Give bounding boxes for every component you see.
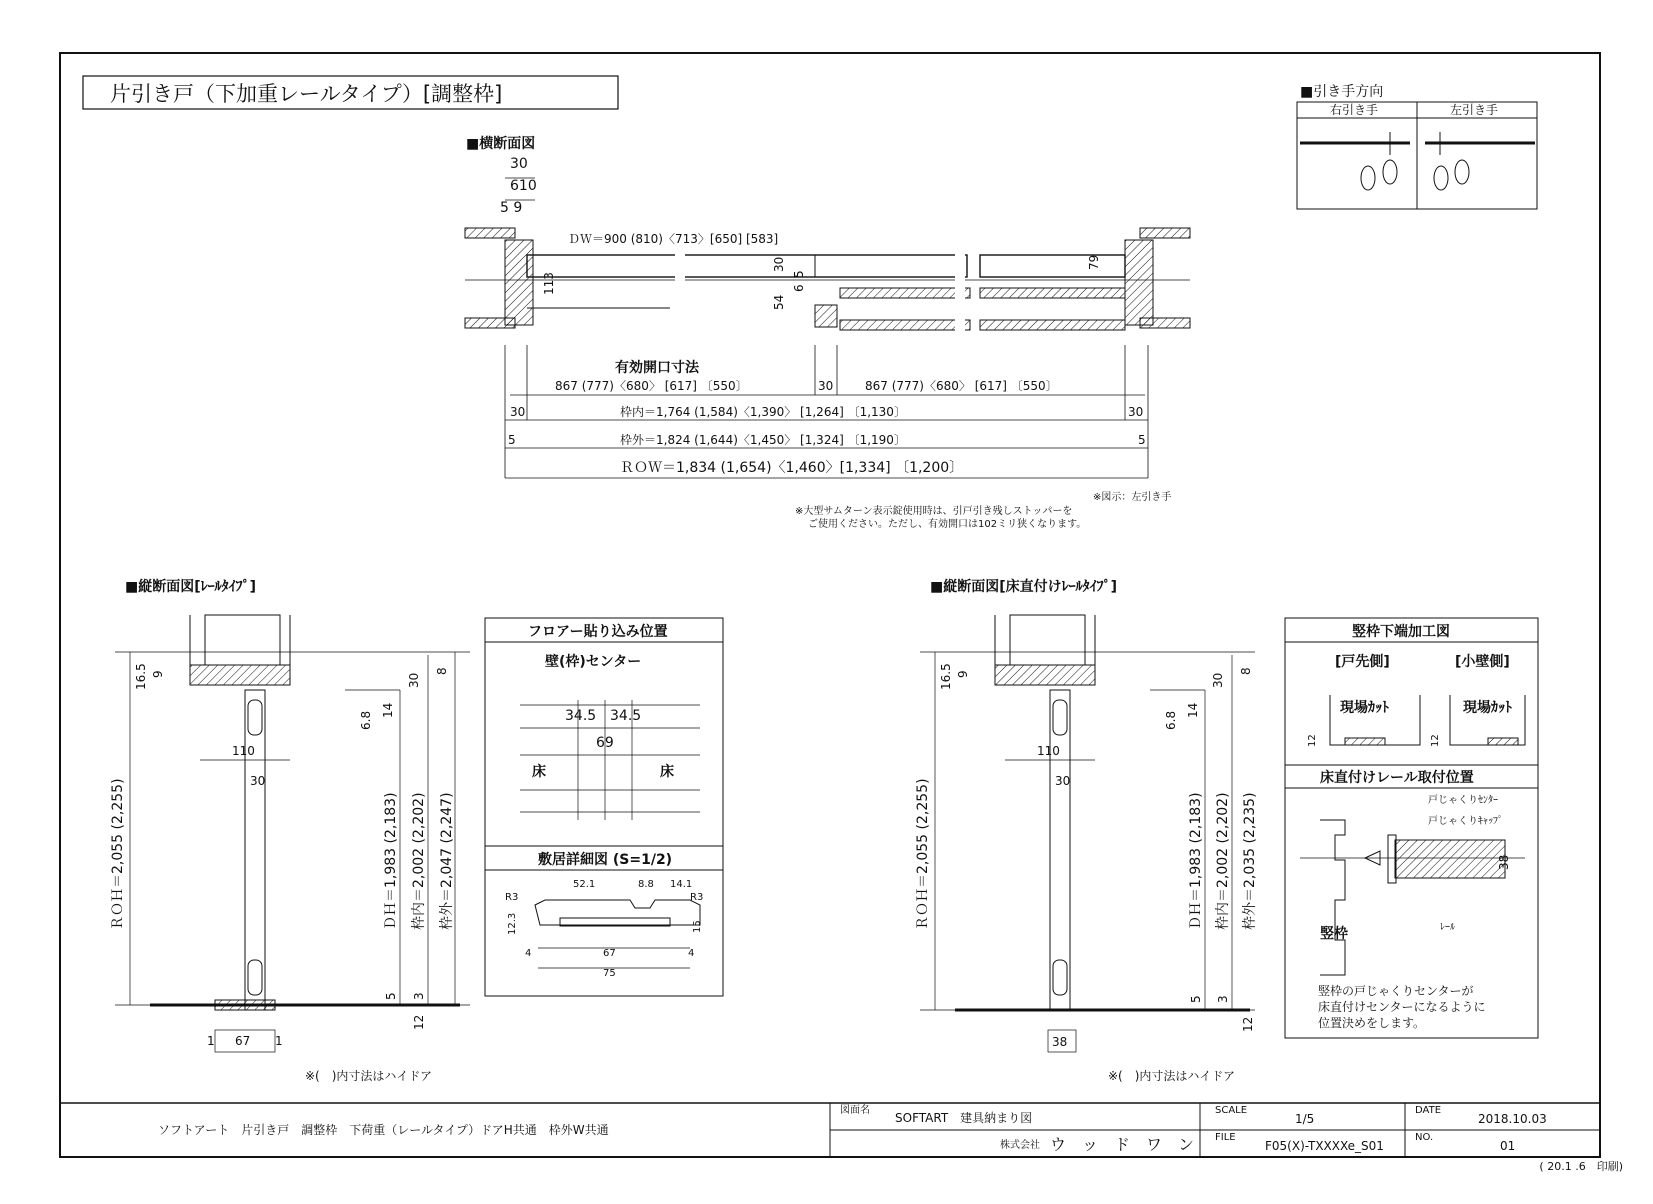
pull-direction-heading: ■引き手方向 xyxy=(1300,84,1384,100)
vr-dim-5: 5 xyxy=(1189,995,1203,1003)
outer-left: 5 xyxy=(508,433,516,447)
vl-b1: 1 xyxy=(207,1034,215,1048)
jamb-cut-right: 現場ｶｯﾄ xyxy=(1463,700,1512,716)
sill-12-3: 12.3 xyxy=(507,912,518,935)
vertical-left-heading: ■縦断面図[ﾚｰﾙﾀｲﾌﾟ] xyxy=(125,579,257,595)
dim-5-9: 5 9 xyxy=(500,200,523,216)
vr-dim-38: 38 xyxy=(1052,1035,1068,1049)
vl-dim-30: 30 xyxy=(407,672,421,688)
vertical-right-heading: ■縦断面図[床直付けﾚｰﾙﾀｲﾌﾟ] xyxy=(930,579,1118,595)
dim-30-door: 30 xyxy=(772,256,786,272)
jamb-desc-2: 床直付けセンターになるように xyxy=(1318,1000,1486,1014)
vl-dim-3: 3 xyxy=(412,992,426,1000)
sill-8-8: 8.8 xyxy=(638,879,654,890)
vl-dim-6-8: 6.8 xyxy=(359,710,373,730)
dim-30-top: 30 xyxy=(510,156,528,172)
left-pull-label: 左引き手 xyxy=(1450,103,1499,117)
dim-6-10: 610 xyxy=(510,178,537,194)
vl-dim-110: 110 xyxy=(232,744,255,758)
print-note: ( 20.1 .6 印刷) xyxy=(1539,1160,1623,1173)
sill-r3-left: R3 xyxy=(505,892,519,903)
sill-14-1: 14.1 xyxy=(670,879,693,890)
right-pull-label: 右引き手 xyxy=(1330,103,1379,117)
drawing-name-label: 図面名 xyxy=(840,1105,870,1116)
jamb-12-right: 12 xyxy=(1430,734,1441,747)
vr-dim-12: 12 xyxy=(1241,1016,1255,1032)
floor-d69: 69 xyxy=(596,735,614,751)
vl-b67: 67 xyxy=(235,1034,251,1048)
company-name: ウ ッ ド ワ ン xyxy=(1050,1135,1195,1154)
outer-width: 枠外＝1,824 (1,644)〈1,450〉 [1,324] 〔1,190〕 xyxy=(620,433,906,447)
vr-dim-30: 30 xyxy=(1211,672,1225,688)
vr-roh: ＲＯＨ＝2,055 (2,255) xyxy=(915,778,931,930)
rail-center-label: 戸じゃくりｾﾝﾀｰ xyxy=(1428,795,1498,806)
effective-right: 867 (777)〈680〉 [617] 〔550〕 xyxy=(865,379,1058,393)
drawing-name: SOFTART 建具納まり図 xyxy=(895,1111,1033,1125)
jamb-12-left: 12 xyxy=(1307,734,1318,747)
jamb-box xyxy=(1285,618,1538,1038)
dim-6-door: 6 xyxy=(792,284,806,292)
floor-d34-5-left: 34.5 xyxy=(565,708,597,724)
cross-section-heading: ■横断面図 xyxy=(466,136,536,152)
vr-dim-110: 110 xyxy=(1037,744,1060,758)
vl-outer: 枠外＝2,047 (2,247) xyxy=(439,792,455,930)
sill-15: 15 xyxy=(692,920,703,933)
dim-5-door: 5 xyxy=(792,270,806,278)
date-value: 2018.10.03 xyxy=(1478,1112,1547,1126)
dim-113: 113 xyxy=(542,272,556,295)
file-label: FILE xyxy=(1215,1132,1236,1143)
floor-box-sub: 壁(枠)センター xyxy=(545,654,642,670)
inner-width: 枠内＝1,764 (1,584)〈1,390〉 [1,264] 〔1,130〕 xyxy=(620,405,906,419)
vl-dim-30b: 30 xyxy=(250,774,266,788)
dim-79: 79 xyxy=(1087,254,1101,270)
note-thumbturn-1: ※大型サムターン表示錠使用時は、引戸引き残しストッパーを xyxy=(795,506,1073,517)
jamb-label: 竪枠 xyxy=(1320,926,1348,942)
vr-dim-6-8: 6.8 xyxy=(1164,710,1178,730)
outer-right: 5 xyxy=(1138,433,1146,447)
company-prefix: 株式会社 xyxy=(1000,1140,1040,1151)
vr-inner: 枠内＝2,002 (2,202) xyxy=(1215,792,1231,930)
date-label: DATE xyxy=(1415,1105,1442,1116)
door-width-dim: ＤＷ＝900 (810)〈713〉[650] [583] xyxy=(568,232,779,246)
vr-dim-8: 8 xyxy=(1239,667,1253,675)
file-value: F05(X)-TXXXXe_S01 xyxy=(1265,1139,1384,1153)
sill-67: 67 xyxy=(603,948,616,959)
vr-dim-3: 3 xyxy=(1216,995,1230,1003)
sill-title: 敷居詳細図 (S=1/2) xyxy=(538,852,673,868)
note-left-pull: ※図示：左引き手 xyxy=(1093,492,1172,503)
note-thumbturn-2: ご使用ください。ただし、有効開口は102ミリ狭くなります。 xyxy=(808,519,1087,530)
rail-cap-label: 戸じゃくりｷｬｯﾌﾟ xyxy=(1428,816,1503,827)
vl-dim-14: 14 xyxy=(381,702,395,718)
vr-dim-30b: 30 xyxy=(1055,774,1071,788)
drawing-description: ソフトアート 片引き戸 調整枠 下荷重（レールタイプ）ドアH共通 枠外W共通 xyxy=(158,1123,609,1137)
sill-75: 75 xyxy=(603,968,616,979)
vl-dim-16-5: 16.5 xyxy=(134,663,148,690)
floor-label-left: 床 xyxy=(532,764,546,780)
effective-mid: 30 xyxy=(818,379,834,393)
page-title: 片引き戸（下加重レールタイプ）[調整枠] xyxy=(110,82,503,106)
jamb-box-title: 竪枠下端加工図 xyxy=(1352,624,1450,640)
pull-direction-box xyxy=(1297,102,1537,209)
sill-4-right: 4 xyxy=(688,948,695,959)
jamb-desc-1: 竪枠の戸じゃくりセンターが xyxy=(1318,984,1474,998)
row-width: ＲＯＷ＝1,834 (1,654)〈1,460〉[1,334] 〔1,200〕 xyxy=(620,460,964,476)
vl-inner: 枠内＝2,002 (2,202) xyxy=(411,792,427,930)
vr-dh: ＤＨ＝1,983 (2,183) xyxy=(1188,792,1204,930)
jamb-wall-side: [小壁側] xyxy=(1455,654,1510,670)
vl-dim-12: 12 xyxy=(412,1014,426,1030)
jamb-cut-left: 現場ｶｯﾄ xyxy=(1340,700,1389,716)
floor-box xyxy=(485,618,723,996)
vl-dim-9: 9 xyxy=(151,670,165,678)
jamb-desc-3: 位置決めをします。 xyxy=(1318,1016,1426,1030)
rail-38: 38 xyxy=(1497,854,1511,870)
vl-dim-5: 5 xyxy=(384,992,398,1000)
floor-label-right: 床 xyxy=(660,764,674,780)
inner-right: 30 xyxy=(1128,405,1144,419)
vr-dim-16-5: 16.5 xyxy=(939,663,953,690)
no-value: 01 xyxy=(1500,1139,1516,1153)
vertical-right-drawing xyxy=(920,615,1255,1010)
vl-dim-8: 8 xyxy=(435,667,449,675)
sill-r3-right: R3 xyxy=(690,892,704,903)
sill-52-1: 52.1 xyxy=(573,879,596,890)
effective-opening-title: 有効開口寸法 xyxy=(615,360,699,376)
floor-box-title: フロアー貼り込み位置 xyxy=(528,624,668,640)
effective-left: 867 (777)〈680〉 [617] 〔550〕 xyxy=(555,379,748,393)
scale-value: 1/5 xyxy=(1295,1112,1315,1126)
dim-54: 54 xyxy=(772,294,786,310)
vr-dim-9: 9 xyxy=(956,670,970,678)
jamb-door-side: [戸先側] xyxy=(1335,654,1390,670)
vl-note: ※( )内寸法はハイドア xyxy=(305,1069,433,1083)
scale-label: SCALE xyxy=(1215,1105,1248,1116)
inner-left: 30 xyxy=(510,405,526,419)
sill-4-left: 4 xyxy=(525,948,532,959)
no-label: NO. xyxy=(1415,1132,1434,1143)
vl-dh: ＤＨ＝1,983 (2,183) xyxy=(383,792,399,930)
floor-d34-5-right: 34.5 xyxy=(610,708,642,724)
vl-roh: ＲＯＨ＝2,055 (2,255) xyxy=(110,778,126,930)
vr-dim-14: 14 xyxy=(1186,702,1200,718)
vl-b1r: 1 xyxy=(275,1034,283,1048)
vr-outer: 枠外＝2,035 (2,235) xyxy=(1242,792,1258,930)
vr-note: ※( )内寸法はハイドア xyxy=(1108,1069,1236,1083)
rail-label: ﾚｰﾙ xyxy=(1440,922,1455,933)
rail-title: 床直付けレール取付位置 xyxy=(1320,770,1474,786)
